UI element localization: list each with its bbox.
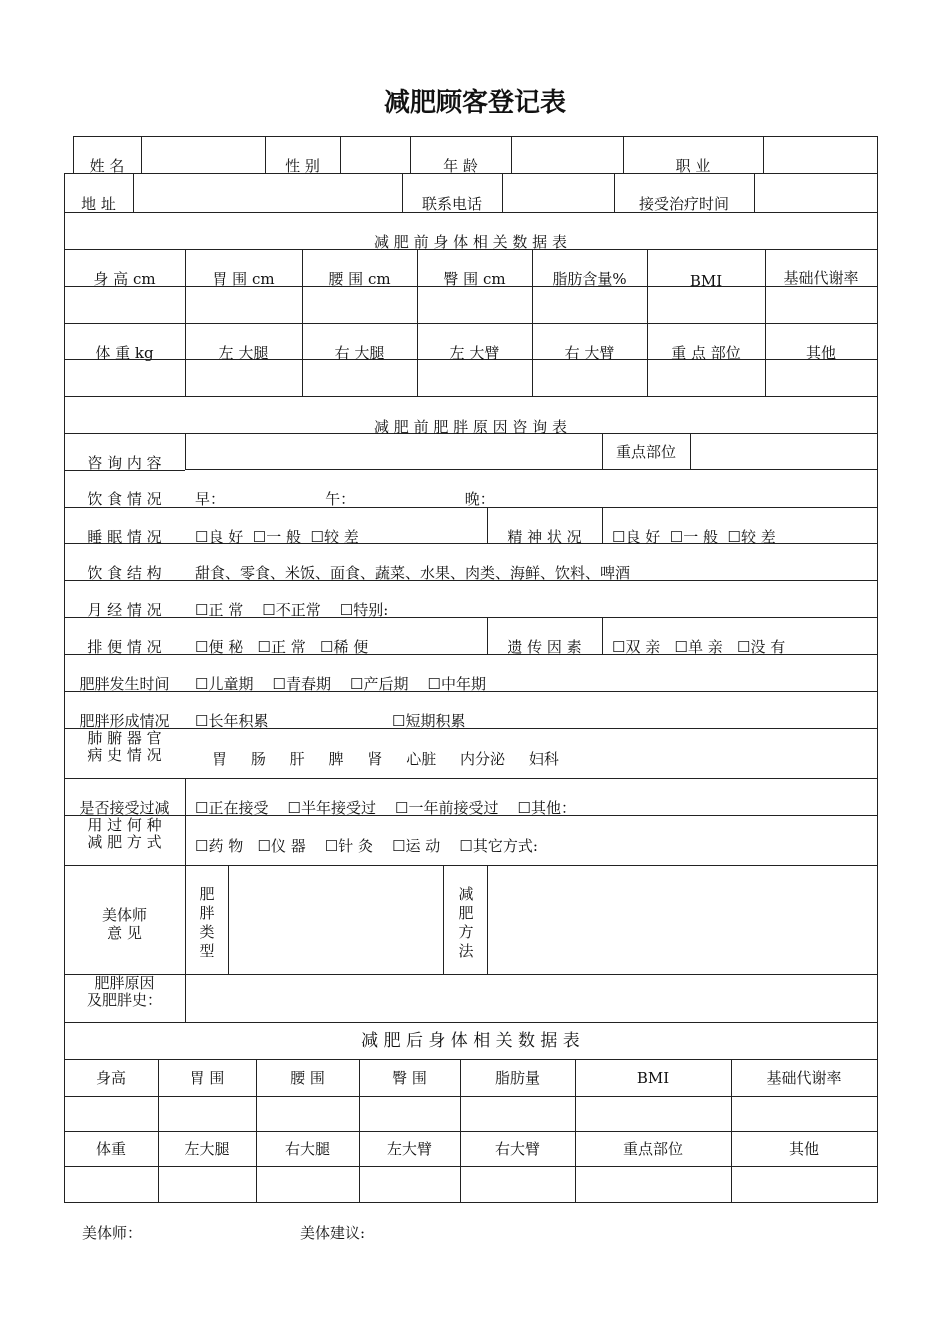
formation-short-option[interactable]: ☐短期积累 — [392, 712, 466, 730]
treat-time-label: 接受治疗时间 — [638, 195, 729, 213]
name-label: 姓 名 — [89, 157, 125, 175]
consult-focus-label: 重点部位 — [615, 443, 676, 461]
sleep-options[interactable]: ☐良 好 ☐一 般 ☐较 差 — [195, 528, 359, 546]
post-other-header: 其他 — [788, 1140, 819, 1158]
rule — [763, 136, 764, 173]
rule — [602, 507, 603, 543]
address-label: 地 址 — [81, 195, 116, 213]
diet-label: 饮 食 情 况 — [87, 490, 162, 508]
pre-focus-header: 重 点 部位 — [671, 344, 741, 362]
rule — [64, 617, 878, 618]
rule — [64, 1022, 878, 1023]
pre-waist-header: 腰 围 cm — [328, 270, 391, 288]
post-height-header: 身高 — [95, 1069, 126, 1087]
rule — [228, 865, 229, 974]
post-hip-header: 臀 围 — [392, 1069, 427, 1087]
rule — [340, 136, 341, 173]
age-label: 年 龄 — [443, 157, 478, 175]
post-bmi-header: BMI — [636, 1069, 670, 1087]
post-section-title: 减 肥 后 身 体 相 关 数 据 表 — [361, 1031, 580, 1051]
opinion-label-line1: 美体师 — [101, 906, 147, 924]
consult-section-title: 减 肥 前 肥 胖 原 因 咨 询 表 — [374, 418, 567, 436]
rule — [487, 865, 488, 974]
opinion-label-line2: 意 见 — [107, 924, 142, 942]
rule — [511, 136, 512, 173]
rule — [133, 173, 134, 212]
rule — [64, 778, 878, 779]
post-focus-header: 重点部位 — [622, 1140, 683, 1158]
post-right-thigh-header: 右大腿 — [284, 1140, 330, 1158]
rule — [64, 728, 878, 729]
genetic-options[interactable]: ☐双 亲 ☐单 亲 ☐没 有 — [612, 638, 786, 656]
diet-value: 早： 午： 晚： — [195, 490, 495, 508]
accepted-label: 是否接受过减 — [79, 799, 170, 817]
diet-structure-label: 饮 食 结 构 — [87, 564, 162, 582]
post-fat-header: 脂肪量 — [494, 1069, 540, 1087]
page-title: 减肥顾客登记表 — [383, 88, 566, 118]
stool-options[interactable]: ☐便 秘 ☐正 常 ☐稀 便 — [195, 638, 369, 656]
post-right-arm-header: 右大臂 — [494, 1140, 540, 1158]
pre-weight-header: 体 重 kg — [95, 344, 154, 362]
rule — [73, 136, 878, 137]
rule — [877, 136, 878, 1203]
onset-options[interactable]: ☐儿童期 ☐青春期 ☐产后期 ☐中年期 — [195, 675, 487, 693]
rule — [185, 469, 878, 470]
rule — [64, 396, 878, 397]
rule — [602, 617, 603, 654]
post-weight-header: 体重 — [95, 1140, 126, 1158]
accepted-options[interactable]: ☐正在接受 ☐半年接受过 ☐一年前接受过 ☐其他： — [195, 799, 577, 817]
rule — [690, 433, 691, 469]
diet-structure-value: 甜食、零食、米饭、面食、蔬菜、水果、肉类、海鲜、饮料、啤酒 — [195, 564, 631, 582]
spirit-label: 精 神 状 况 — [507, 528, 582, 546]
pre-stomach-header: 胃 围 cm — [212, 270, 275, 288]
onset-label: 肥胖发生时间 — [79, 675, 170, 693]
rule — [502, 173, 503, 212]
pre-left-thigh-header: 左 大腿 — [218, 344, 269, 362]
pre-hip-header: 臀 围 cm — [443, 270, 506, 288]
consult-content-label: 咨 询 内 容 — [87, 454, 162, 472]
post-bmr-header: 基础代谢率 — [766, 1069, 842, 1087]
methods-options[interactable]: ☐药 物 ☐仪 器 ☐针 灸 ☐运 动 ☐其它方式: — [195, 837, 538, 855]
cause-label-line2: 及肥胖史： — [86, 991, 162, 1009]
rule — [185, 433, 186, 470]
formation-label: 肥胖形成情况 — [79, 712, 170, 730]
spirit-options[interactable]: ☐良 好 ☐一 般 ☐较 差 — [612, 528, 776, 546]
post-stomach-header: 胃 围 — [189, 1069, 225, 1087]
pre-bmi-header: BMI — [689, 272, 723, 290]
menses-label: 月 经 情 况 — [87, 601, 162, 619]
pre-bmr-header: 基础代谢率 — [783, 269, 859, 287]
pre-fat-header: 脂肪含量% — [552, 270, 627, 288]
menses-options[interactable]: ☐正 常 ☐不正常 ☐特别: — [195, 601, 389, 619]
job-label: 职 业 — [675, 157, 711, 175]
phone-label: 联系电话 — [421, 195, 482, 213]
formation-long-option[interactable]: ☐长年积累 — [195, 712, 269, 730]
rule — [64, 974, 878, 975]
cause-label-line1: 肥胖原因 — [94, 974, 155, 992]
rule — [754, 173, 755, 212]
post-waist-header: 腰 围 — [290, 1069, 325, 1087]
genetic-label: 遗 传 因 素 — [507, 638, 582, 656]
pre-section-title: 减 肥 前 身 体 相 关 数 据 表 — [374, 233, 567, 251]
rule — [64, 323, 878, 324]
rule — [64, 1166, 878, 1167]
beautician-signature-label: 美体师： — [82, 1224, 143, 1242]
rule — [64, 1059, 878, 1060]
rule — [64, 865, 878, 866]
organ-label-line2: 病 史 情 况 — [87, 746, 162, 764]
pre-other-header: 其他 — [805, 344, 836, 362]
beauty-advice-label: 美体建议: — [300, 1224, 366, 1242]
stool-label: 排 便 情 况 — [87, 638, 162, 656]
obesity-type-label: 肥胖类型 — [199, 885, 215, 960]
slim-method-label: 减肥方法 — [458, 885, 474, 960]
rule — [443, 865, 444, 974]
methods-label-line1: 用 过 何 种 — [87, 816, 162, 834]
rule — [64, 1131, 878, 1132]
organ-value: 胃 肠 肝 脾 肾 心脏 内分泌 妇科 — [212, 750, 559, 768]
pre-right-thigh-header: 右 大腿 — [334, 344, 385, 362]
sleep-label: 睡 眠 情 况 — [87, 528, 162, 546]
rule — [185, 778, 186, 1022]
rule — [64, 1096, 878, 1097]
post-left-thigh-header: 左大腿 — [184, 1140, 230, 1158]
rule — [64, 1202, 878, 1203]
methods-label-line2: 减 肥 方 式 — [87, 833, 162, 851]
post-left-arm-header: 左大臂 — [386, 1140, 432, 1158]
pre-left-arm-header: 左 大臂 — [449, 344, 500, 362]
organ-label-line1: 肺 腑 器 官 — [87, 729, 162, 747]
rule — [141, 136, 142, 173]
pre-height-header: 身 高 cm — [93, 270, 156, 288]
pre-right-arm-header: 右 大臂 — [564, 344, 615, 362]
gender-label: 性 别 — [285, 157, 320, 175]
